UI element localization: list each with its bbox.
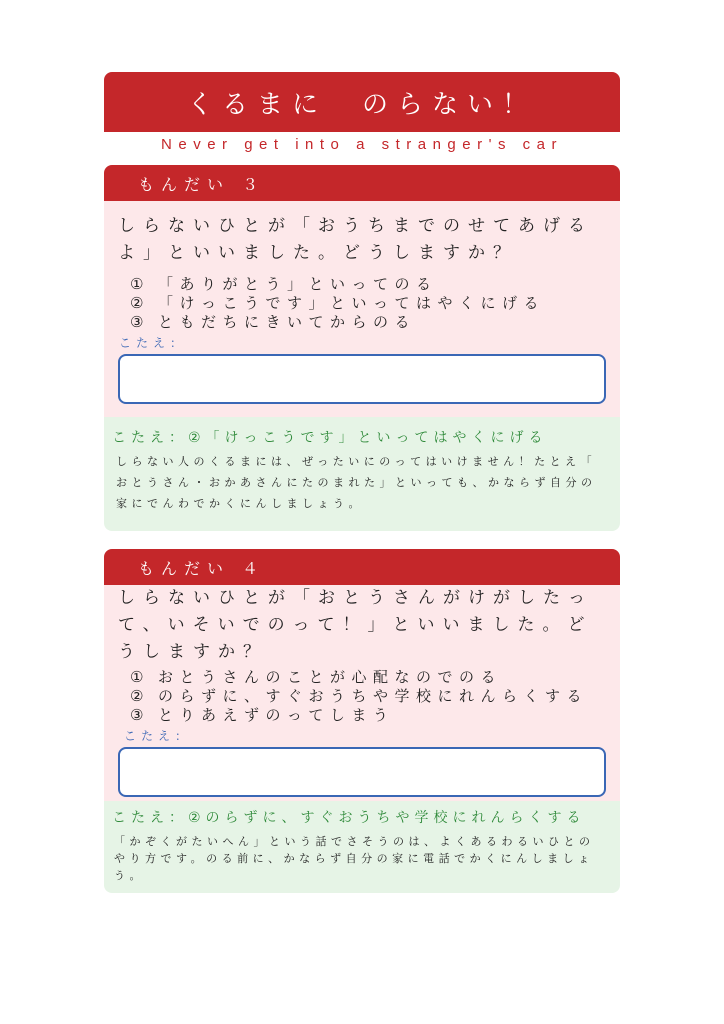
page-subtitle: Never get into a stranger's car <box>161 136 563 153</box>
title-banner <box>104 72 620 132</box>
question-header <box>104 549 620 585</box>
option-mark: ① <box>130 668 144 686</box>
option-text: 「ありがとう」といってのる <box>158 275 438 293</box>
option-list <box>104 668 620 725</box>
question-card-3 <box>104 165 620 531</box>
answer-input-box[interactable] <box>118 354 606 404</box>
answer-explanation: しらない人のくるまには、ぜったいにのってはいけません！たとえ「 おとうさん・おかあさんにたのまれた」といっても、かならず自分の家にでんわでかくにんしましょう。 <box>116 455 597 510</box>
question-header <box>104 165 620 201</box>
answer-input-box[interactable] <box>118 747 606 797</box>
option-list <box>104 275 620 332</box>
page-title: くるまに のらない！ <box>186 89 537 120</box>
question-card-4 <box>104 549 620 893</box>
question-text: しらないひとが「おとうさんがけがしたって、いそいでのって！」といいました。どうしますか？ <box>118 588 593 662</box>
question-area <box>104 585 620 801</box>
answer-label: こたえ： <box>124 729 193 743</box>
option-text: とりあえずのってしまう <box>158 706 395 724</box>
option-item[interactable] <box>130 706 620 725</box>
question-number: もんだい ４ <box>138 558 266 578</box>
question-area <box>104 201 620 417</box>
option-item[interactable] <box>130 668 620 687</box>
option-mark: ③ <box>130 313 144 331</box>
answer-heading: こたえ：②のらずに、すぐおうちや学校にれんらくする <box>112 810 586 826</box>
option-text: 「けっこうです」といってはやくにげる <box>158 294 546 312</box>
answer-heading: こたえ：②「けっこうです」といってはやくにげる <box>112 430 548 446</box>
answer-area <box>104 417 620 531</box>
option-item[interactable] <box>130 313 620 332</box>
option-text: ともだちにきいてからのる <box>158 313 417 331</box>
option-mark: ③ <box>130 706 144 724</box>
option-item[interactable] <box>130 687 620 706</box>
option-mark: ① <box>130 275 144 293</box>
option-item[interactable] <box>130 294 620 313</box>
answer-label: こたえ： <box>119 336 188 350</box>
option-mark: ② <box>130 294 144 312</box>
question-text: しらないひとが「おうちまでのせてあげるよ」といいました。どうしますか？ <box>118 216 593 263</box>
answer-area <box>104 801 620 893</box>
option-item[interactable] <box>130 275 620 294</box>
option-mark: ② <box>130 687 144 705</box>
option-text: おとうさんのことが心配なのでのる <box>158 668 503 686</box>
question-number: もんだい ３ <box>138 174 266 194</box>
answer-explanation: 「かぞくがたいへん」という話でさそうのは、よくあるわるいひとのやり方です。のる前に、かならず自分の家に電話でかくにんしましょう。 <box>114 835 595 882</box>
option-text: のらずに、すぐおうちや学校にれんらくする <box>158 687 589 705</box>
